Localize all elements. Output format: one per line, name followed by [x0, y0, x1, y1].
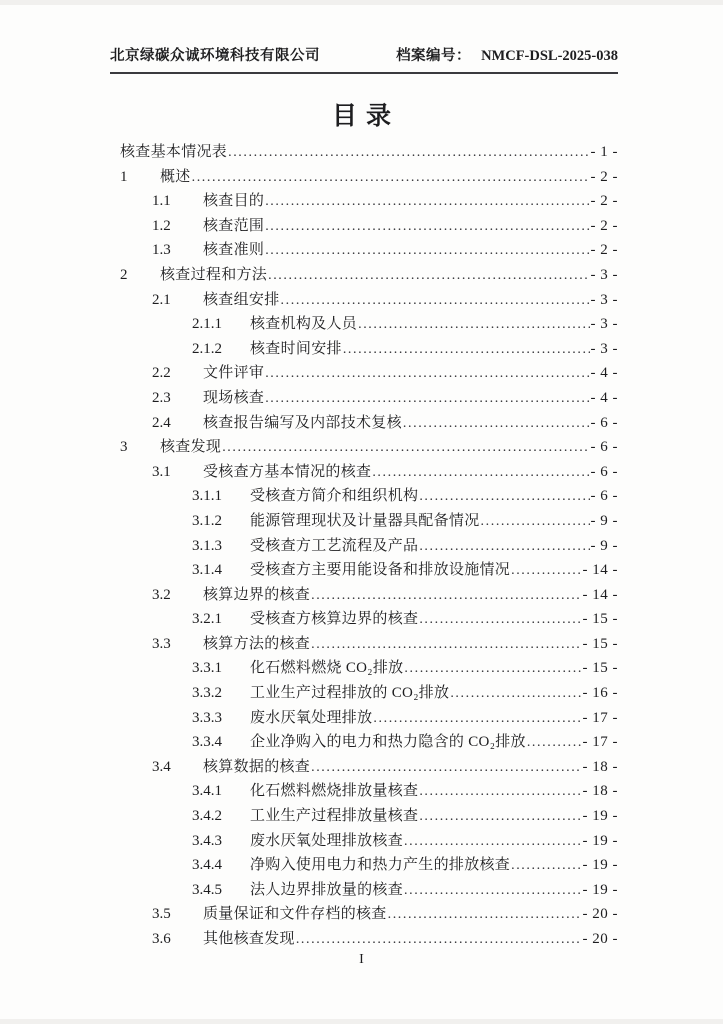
toc-entry-number: 3.2	[152, 586, 171, 603]
toc-entry	[110, 730, 618, 755]
page-header	[110, 44, 618, 74]
toc-leader-dots	[311, 755, 581, 781]
toc-entry-page: - 19 -	[582, 857, 618, 874]
toc-leader-dots	[311, 632, 581, 658]
toc-entry	[110, 361, 618, 386]
toc-entry-page: - 18 -	[582, 758, 618, 775]
toc-leader-dots	[527, 730, 582, 756]
toc-entry	[110, 263, 618, 288]
toc-entry-label: 核算边界的核查	[203, 586, 311, 603]
toc-leader-dots	[296, 927, 582, 953]
toc-entry-number: 3.2.1	[192, 611, 222, 628]
toc-entry	[110, 583, 618, 608]
toc-leader-dots	[388, 902, 582, 928]
toc-leader-dots	[192, 165, 590, 191]
toc-entry-number: 3.3.4	[192, 734, 222, 751]
toc-entry-label: 核查发现	[160, 439, 222, 456]
toc-entry	[110, 927, 618, 952]
toc-entry-page: - 14 -	[582, 562, 618, 579]
toc-entry-label: 核查机构及人员	[250, 316, 358, 333]
toc-leader-dots	[511, 853, 581, 879]
toc-entry	[110, 534, 618, 559]
toc-entry-page: - 2 -	[590, 217, 618, 234]
toc-entry-label: 核查基本情况表	[120, 144, 228, 160]
toc-leader-dots	[404, 656, 581, 682]
file-number-value: NMCF-DSL-2025-038	[481, 48, 618, 64]
toc-entry-number: 2	[120, 266, 128, 283]
toc-leader-dots	[419, 534, 589, 560]
toc-entry-label: 核查范围	[203, 217, 265, 234]
toc-entry-number: 2.3	[152, 389, 171, 406]
toc-entry	[110, 804, 618, 829]
toc-entry-number: 3.3.1	[192, 660, 222, 677]
toc-entry-number: 3.5	[152, 906, 171, 923]
toc-entry-page: - 3 -	[590, 291, 618, 308]
toc-entry	[110, 853, 618, 878]
toc-entry-page: - 3 -	[590, 316, 618, 333]
toc-leader-dots	[419, 607, 581, 633]
toc-entry	[110, 509, 618, 534]
toc-entry	[110, 878, 618, 903]
toc-entry-label: 净购入使用电力和热力产生的排放核查	[250, 857, 511, 874]
toc-entry-page: - 2 -	[590, 242, 618, 259]
toc-leader-dots	[281, 288, 590, 314]
toc-entry-page: - 3 -	[590, 266, 618, 283]
toc-entry-number: 1.3	[152, 242, 171, 259]
toc-leader-dots	[404, 878, 581, 904]
toc-entry-number: 3.1.3	[192, 537, 222, 554]
toc-entry-label: 法人边界排放量的核查	[250, 881, 404, 898]
toc-leader-dots	[372, 460, 589, 486]
page-title: 目录	[331, 103, 400, 130]
toc-entry-page: - 6 -	[590, 439, 618, 456]
scan-edge	[0, 1019, 723, 1024]
toc-entry-label: 核算方法的核查	[203, 635, 311, 652]
toc-entry-page: - 19 -	[582, 808, 618, 825]
toc-entry-number: 3.4.4	[192, 857, 222, 874]
toc-entry-label: 受核查方主要用能设备和排放设施情况	[250, 562, 511, 579]
toc-entry-label: 核算数据的核查	[203, 758, 311, 775]
toc-entry	[110, 312, 618, 337]
toc-entry-number: 1.1	[152, 193, 171, 210]
company-name: 北京绿碳众诚环境科技有限公司	[110, 48, 320, 64]
toc-list	[110, 140, 618, 952]
footer-page-number: I	[359, 952, 364, 967]
toc-entry-label: 能源管理现状及计量器具配备情况	[250, 512, 480, 529]
toc-entry-number: 3.1.1	[192, 488, 222, 505]
toc-entry-page: - 20 -	[582, 906, 618, 923]
toc-entry-number: 1.2	[152, 217, 171, 234]
toc-entry-page: - 6 -	[590, 414, 618, 431]
toc-entry-number: 2.2	[152, 365, 171, 382]
toc-entry-label: 核查组安排	[203, 291, 280, 308]
toc-leader-dots	[265, 386, 589, 412]
toc-leader-dots	[373, 706, 581, 732]
toc-entry-label: 文件评审	[203, 365, 265, 382]
toc-entry-page: - 18 -	[582, 783, 618, 800]
toc-entry	[110, 558, 618, 583]
toc-entry-page: - 15 -	[582, 635, 618, 652]
toc-entry	[110, 386, 618, 411]
toc-entry	[110, 140, 618, 165]
toc-entry-number: 1	[120, 168, 128, 185]
toc-entry-page: - 4 -	[590, 365, 618, 382]
toc-entry	[110, 902, 618, 927]
toc-entry-page: - 15 -	[582, 660, 618, 677]
toc-entry	[110, 779, 618, 804]
toc-leader-dots	[419, 804, 581, 830]
toc-entry-page: - 19 -	[582, 832, 618, 849]
toc-entry-label: 核查目的	[203, 193, 265, 210]
toc-entry-page: - 14 -	[582, 586, 618, 603]
toc-entry	[110, 435, 618, 460]
toc-entry-label: 工业生产过程排放的 CO₂排放	[250, 685, 450, 702]
toc-leader-dots	[403, 411, 590, 437]
toc-entry-page: - 6 -	[590, 463, 618, 480]
toc-leader-dots	[419, 484, 589, 510]
toc-entry-label: 化石燃料燃烧 CO₂排放	[250, 660, 404, 677]
toc-entry	[110, 411, 618, 436]
toc-entry-label: 工业生产过程排放量核查	[250, 808, 419, 825]
toc-leader-dots	[343, 337, 590, 363]
toc-entry	[110, 829, 618, 854]
toc-entry	[110, 460, 618, 485]
toc-leader-dots	[419, 779, 581, 805]
toc-entry-number: 3.3.2	[192, 685, 222, 702]
toc-entry-page: - 19 -	[582, 881, 618, 898]
toc-entry	[110, 189, 618, 214]
toc-entry-label: 受核查方工艺流程及产品	[250, 537, 419, 554]
toc-entry-label: 核查时间安排	[250, 340, 342, 357]
toc-entry-page: - 2 -	[590, 193, 618, 210]
toc-leader-dots	[228, 140, 589, 166]
toc-entry-label: 核查过程和方法	[160, 266, 268, 283]
toc-entry-label: 废水厌氧处理排放	[250, 709, 373, 726]
toc-entry-page: - 4 -	[590, 389, 618, 406]
toc-leader-dots	[450, 681, 581, 707]
toc-entry-number: 3.1	[152, 463, 171, 480]
toc-entry-number: 3.4.5	[192, 881, 222, 898]
toc-entry-label: 企业净购入的电力和热力隐含的 CO₂排放	[250, 734, 526, 751]
toc-entry	[110, 706, 618, 731]
toc-entry	[110, 238, 618, 263]
toc-entry	[110, 165, 618, 190]
toc-entry-page: - 17 -	[582, 709, 618, 726]
toc-entry-page: - 1 -	[590, 144, 618, 160]
scan-edge	[0, 0, 723, 5]
toc-entry-label: 废水厌氧处理排放核查	[250, 832, 404, 849]
toc-entry	[110, 656, 618, 681]
toc-entry-label: 质量保证和文件存档的核查	[203, 906, 387, 923]
toc-entry-number: 3.4	[152, 758, 171, 775]
toc-entry	[110, 755, 618, 780]
toc-leader-dots	[404, 829, 581, 855]
toc-entry-number: 2.4	[152, 414, 171, 431]
toc-entry-page: - 6 -	[590, 488, 618, 505]
toc-entry	[110, 214, 618, 239]
toc-leader-dots	[265, 189, 589, 215]
toc-entry-number: 2.1.1	[192, 316, 222, 333]
toc-entry-number: 2.1	[152, 291, 171, 308]
toc-entry-label: 概述	[160, 168, 191, 185]
toc-entry-number: 2.1.2	[192, 340, 222, 357]
toc-entry-page: - 2 -	[590, 168, 618, 185]
toc-entry-label: 化石燃料燃烧排放量核查	[250, 783, 419, 800]
toc-entry-label: 受核查方核算边界的核查	[250, 611, 419, 628]
toc-entry-page: - 17 -	[582, 734, 618, 751]
toc-entry-page: - 9 -	[590, 512, 618, 529]
toc-entry-number: 3.6	[152, 931, 171, 947]
toc-entry-label: 现场核查	[203, 389, 265, 406]
toc-leader-dots	[311, 583, 581, 609]
toc-entry	[110, 632, 618, 657]
toc-leader-dots	[222, 435, 589, 461]
toc-entry-page: - 3 -	[590, 340, 618, 357]
toc-entry	[110, 681, 618, 706]
toc-entry-number: 3.4.1	[192, 783, 222, 800]
file-number-label: 档案编号：	[396, 48, 472, 64]
toc-entry-number: 3.3.3	[192, 709, 222, 726]
toc-entry-number: 3.4.3	[192, 832, 222, 849]
toc-entry-page: - 16 -	[582, 685, 618, 702]
toc-entry-label: 受核查方基本情况的核查	[203, 463, 372, 480]
toc-entry-page: - 9 -	[590, 537, 618, 554]
toc-entry-number: 3.3	[152, 635, 171, 652]
toc-leader-dots	[265, 238, 589, 264]
toc-entry-label: 核查准则	[203, 242, 265, 259]
file-number	[396, 44, 618, 65]
toc-entry-label: 其他核查发现	[203, 931, 295, 947]
toc-leader-dots	[265, 361, 589, 387]
toc-leader-dots	[481, 509, 590, 535]
toc-entry	[110, 337, 618, 362]
toc-entry	[110, 288, 618, 313]
toc-leader-dots	[358, 312, 589, 338]
toc-leader-dots	[268, 263, 589, 289]
toc-entry-number: 3.1.2	[192, 512, 222, 529]
toc-leader-dots	[265, 214, 589, 240]
toc-entry-number: 3.4.2	[192, 808, 222, 825]
toc-entry-number: 3.1.4	[192, 562, 222, 579]
toc-entry-page: - 20 -	[582, 931, 618, 947]
toc-leader-dots	[511, 558, 581, 584]
toc-entry-number: 3	[120, 439, 128, 456]
toc-entry	[110, 484, 618, 509]
toc-entry-label: 受核查方简介和组织机构	[250, 488, 419, 505]
toc-entry	[110, 607, 618, 632]
toc-entry-page: - 15 -	[582, 611, 618, 628]
toc-entry-label: 核查报告编写及内部技术复核	[203, 414, 402, 431]
